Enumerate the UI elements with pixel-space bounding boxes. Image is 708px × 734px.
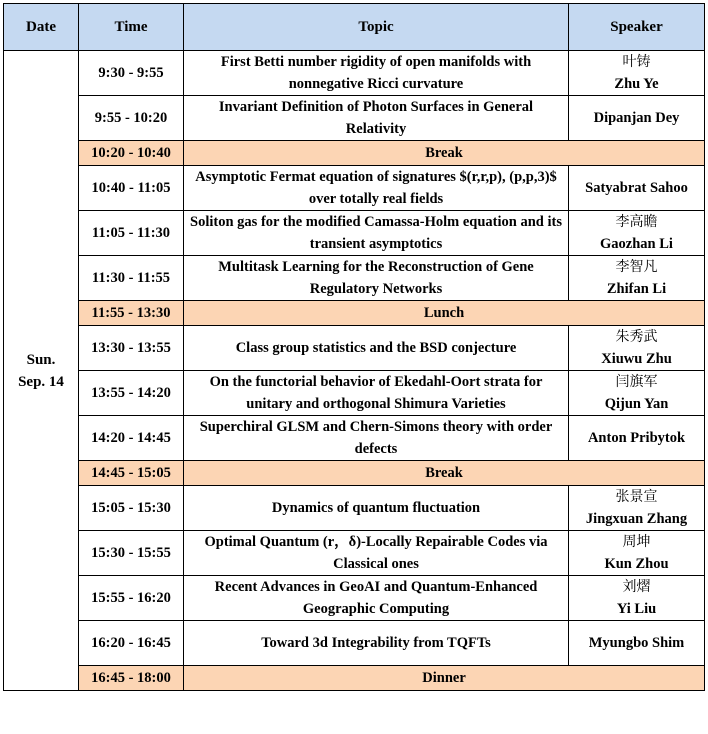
speaker-cell [569, 96, 705, 141]
speaker-cell [569, 326, 705, 371]
topic-cell: First Betti number rigidity of open manifolds with nonnegative Ricci curvature [184, 51, 569, 96]
speaker-chinese-name: 闫旗军 [615, 374, 658, 390]
break-row [4, 461, 705, 486]
talk-row [4, 326, 705, 371]
time-cell: 14:45 - 15:05 [79, 461, 184, 486]
time-cell: 13:30 - 13:55 [79, 326, 184, 371]
speaker-chinese-name: 叶铸 [622, 54, 651, 70]
talk-row [4, 486, 705, 531]
talk-row [4, 531, 705, 576]
topic-cell: Toward 3d Integrability from TQFTs [184, 621, 569, 666]
talk-row [4, 51, 705, 96]
speaker-name: Qijun Yan [604, 396, 669, 412]
break-row [4, 666, 705, 691]
time-cell: 14:20 - 14:45 [79, 416, 184, 461]
talk-row [4, 621, 705, 666]
speaker-cell [569, 211, 705, 256]
topic-cell: Multitask Learning for the Reconstruction of Gene Regulatory Networks [184, 256, 569, 301]
talk-row [4, 371, 705, 416]
date-cell [4, 51, 79, 691]
topic-cell: Soliton gas for the modified Camassa-Holm equation and its transient asymptotics [184, 211, 569, 256]
speaker-chinese-name: 朱秀武 [615, 329, 658, 345]
time-cell: 9:30 - 9:55 [79, 51, 184, 96]
time-cell: 11:30 - 11:55 [79, 256, 184, 301]
schedule-table [3, 3, 705, 691]
topic-cell: On the functorial behavior of Ekedahl-Oort strata for unitary and orthogonal Shimura Varieties [184, 371, 569, 416]
speaker-chinese-name: 张景宣 [615, 489, 658, 505]
speaker-cell [569, 371, 705, 416]
speaker-name: Zhu Ye [614, 76, 659, 92]
speaker-name: Zhifan Li [606, 281, 667, 297]
topic-cell: Asymptotic Fermat equation of signatures $(r,r,p), (p,p,3)$ over totally real fields [184, 166, 569, 211]
topic-cell: Invariant Definition of Photon Surfaces in General Relativity [184, 96, 569, 141]
time-cell: 9:55 - 10:20 [79, 96, 184, 141]
speaker-cell [569, 256, 705, 301]
header-date: Date [4, 4, 79, 51]
break-label: Lunch [184, 301, 705, 326]
time-cell: 10:20 - 10:40 [79, 141, 184, 166]
talk-row [4, 256, 705, 301]
speaker-cell [569, 576, 705, 621]
time-cell: 10:40 - 11:05 [79, 166, 184, 211]
speaker-cell [569, 51, 705, 96]
date-day: Sun. [26, 351, 56, 368]
header-row [4, 4, 705, 51]
time-cell: 13:55 - 14:20 [79, 371, 184, 416]
speaker-chinese-name: 周坤 [622, 534, 651, 550]
speaker-name: Kun Zhou [604, 556, 669, 572]
speaker-name: Satyabrat Sahoo [585, 180, 688, 196]
speaker-name: Myungbo Shim [588, 635, 685, 651]
time-cell: 16:20 - 16:45 [79, 621, 184, 666]
time-cell: 15:05 - 15:30 [79, 486, 184, 531]
time-cell: 11:55 - 13:30 [79, 301, 184, 326]
speaker-chinese-name: 刘熠 [622, 579, 651, 595]
speaker-cell [569, 531, 705, 576]
topic-cell: Superchiral GLSM and Chern-Simons theory with order defects [184, 416, 569, 461]
time-cell: 16:45 - 18:00 [79, 666, 184, 691]
speaker-cell [569, 486, 705, 531]
break-row [4, 301, 705, 326]
topic-cell: Recent Advances in GeoAI and Quantum-Enhanced Geographic Computing [184, 576, 569, 621]
speaker-cell [569, 166, 705, 211]
break-label: Dinner [184, 666, 705, 691]
speaker-cell [569, 621, 705, 666]
topic-cell: Dynamics of quantum fluctuation [184, 486, 569, 531]
date-month-day: Sep. 14 [18, 373, 64, 390]
speaker-cell [569, 416, 705, 461]
speaker-name: Yi Liu [616, 601, 657, 617]
break-label: Break [184, 461, 705, 486]
schedule-body [4, 51, 705, 691]
talk-row [4, 96, 705, 141]
topic-cell: Class group statistics and the BSD conjecture [184, 326, 569, 371]
time-cell: 15:30 - 15:55 [79, 531, 184, 576]
talk-row [4, 166, 705, 211]
header-topic: Topic [184, 4, 569, 51]
break-row [4, 141, 705, 166]
break-label: Break [184, 141, 705, 166]
talk-row [4, 416, 705, 461]
header-speaker: Speaker [569, 4, 705, 51]
speaker-name: Jingxuan Zhang [585, 511, 688, 527]
speaker-chinese-name: 李智凡 [615, 259, 658, 275]
speaker-name: Dipanjan Dey [593, 110, 680, 126]
speaker-name: Gaozhan Li [600, 236, 673, 252]
header-time: Time [79, 4, 184, 51]
speaker-name: Anton Pribytok [587, 430, 686, 446]
topic-cell: Optimal Quantum (r，δ)-Locally Repairable Codes via Classical ones [184, 531, 569, 576]
time-cell: 11:05 - 11:30 [79, 211, 184, 256]
talk-row [4, 211, 705, 256]
speaker-name: Xiuwu Zhu [601, 351, 672, 367]
speaker-chinese-name: 李高瞻 [615, 214, 658, 230]
time-cell: 15:55 - 16:20 [79, 576, 184, 621]
talk-row [4, 576, 705, 621]
